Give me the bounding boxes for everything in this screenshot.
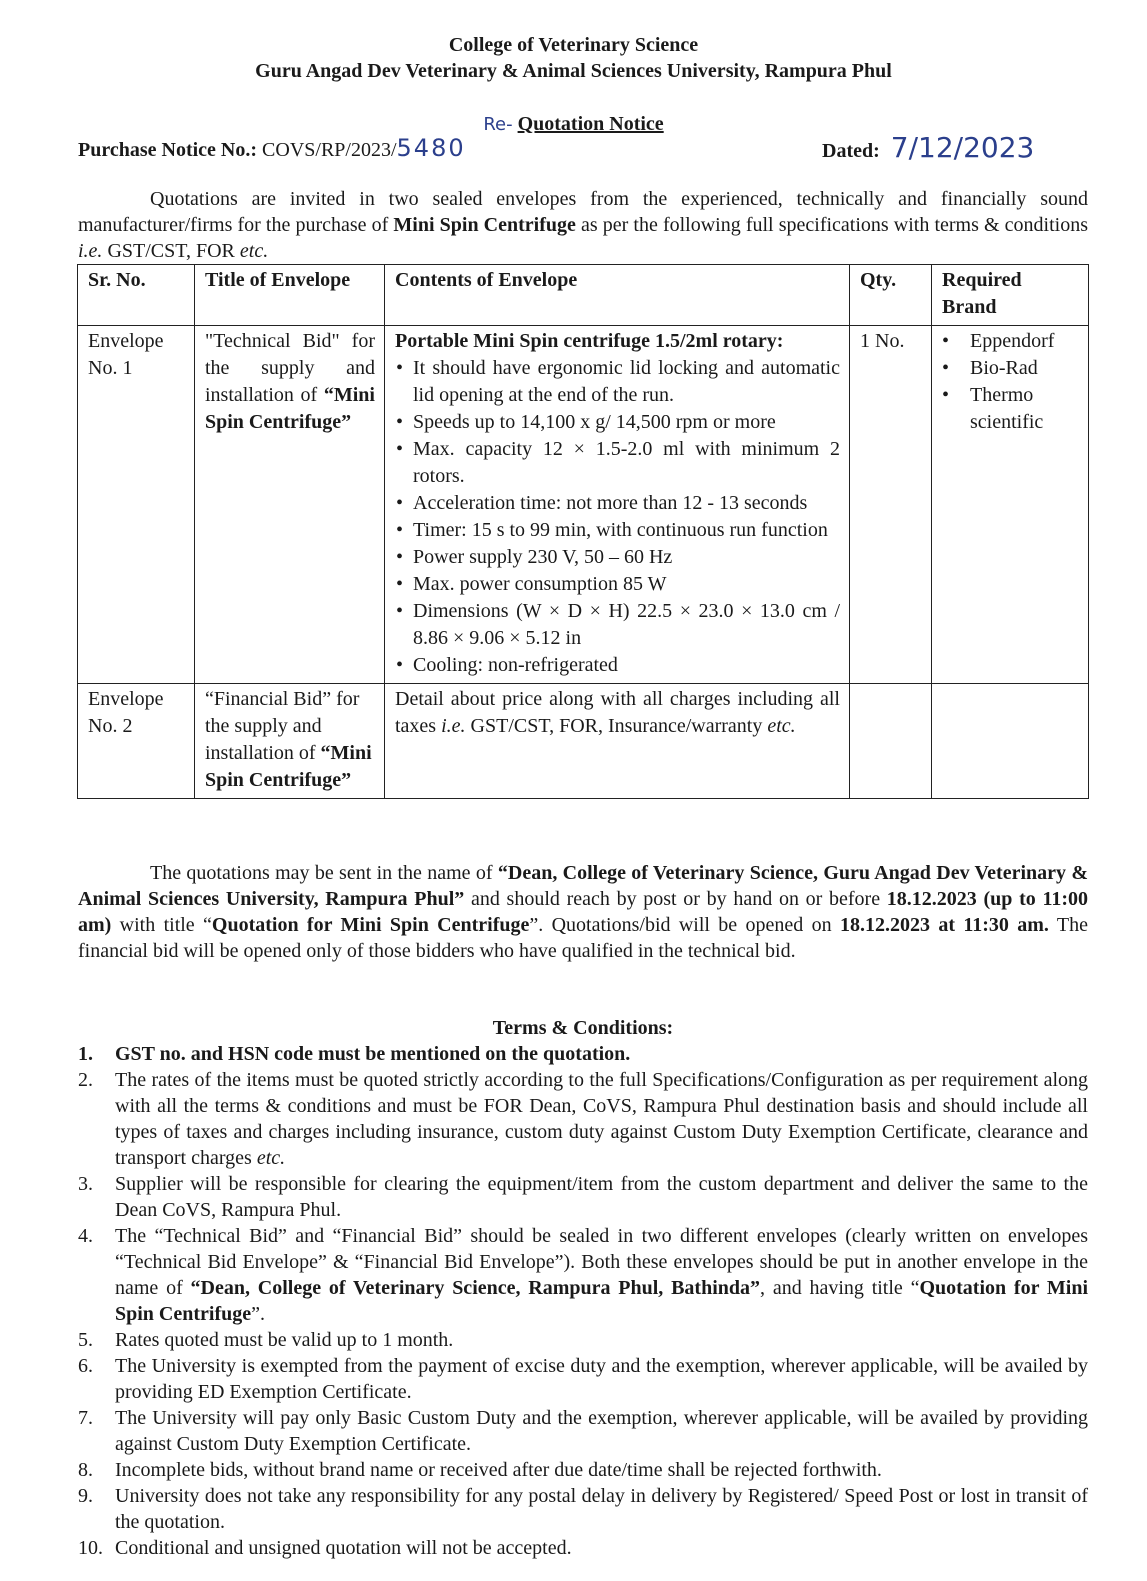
term-etc: etc. <box>256 1147 286 1169</box>
term-text: The “Technical Bid” and “Financial Bid” should be sealed in two different envelopes (clearly written on envelopes “Technical Bid Envelope” & “Financial Bid Envelope”). Both these envelopes should be put in another envelope in the name of <box>115 1225 1088 1299</box>
intro-text-2: as per the following full specifications with terms & conditions <box>575 214 1088 236</box>
list-item: • Thermo scientific <box>970 382 1079 436</box>
submission-title: Quotation for Mini Spin Centrifuge <box>211 914 530 936</box>
list-item <box>78 1535 1088 1561</box>
col-header-title: Title of Envelope <box>195 265 385 326</box>
row2-title <box>195 684 385 799</box>
list-item: • Eppendorf <box>970 328 1079 355</box>
term-number: 6. <box>78 1355 93 1377</box>
intro-paragraph <box>78 186 1088 264</box>
dated-line <box>822 131 1035 164</box>
term-text: Incomplete bids, without brand name or received after due date/time shall be rejected forthwith. <box>115 1459 882 1481</box>
term-text: The University will pay only Basic Custom Duty and the exemption, wherever applicable, will be availed by providing against Custom Duty Exemption Certificate. <box>115 1407 1088 1455</box>
term-text: University does not take any responsibility for any postal delay in delivery by Registered/ Speed Post or lost in transit of the quotation. <box>115 1485 1088 1533</box>
list-item: • It should have ergonomic lid locking and automatic lid opening at the end of the run. <box>413 355 840 409</box>
row1-title-text: "Technical Bid" for the supply and installation of <box>205 330 375 406</box>
re-handwritten: Re- <box>483 114 513 135</box>
list-item: • Acceleration time: not more than 12 - 13 seconds <box>413 490 840 517</box>
opening-time: 18.12.2023 at 11:30 am. <box>839 914 1049 936</box>
submission-addressee: “Dean, College of Veterinary Science, Guru Angad Dev Veterinary & Animal Sciences University, Rampura Phul” <box>78 862 1088 910</box>
row2-title-text: “Financial Bid” for the supply and installation of <box>205 688 360 764</box>
term-number: 9. <box>78 1485 93 1507</box>
list-item: • Timer: 15 s to 99 min, with continuous run function <box>413 517 840 544</box>
brand-list <box>942 328 1079 436</box>
intro-item: Mini Spin Centrifuge <box>393 214 576 236</box>
row2-content-etc: etc. <box>767 715 796 737</box>
row2-contents <box>385 684 850 799</box>
purchase-notice-label: Purchase Notice No.: <box>78 139 258 161</box>
list-item <box>78 1171 1088 1223</box>
row2-title-bold: “Mini Spin Centrifuge” <box>205 742 372 791</box>
row2-sr: Envelope No. 2 <box>78 684 195 799</box>
submission-paragraph <box>78 860 1088 964</box>
term-addressee: “Dean, College of Veterinary Science, Rampura Phul, Bathinda” <box>190 1277 761 1299</box>
list-item <box>78 1041 1088 1067</box>
dated-handwritten: 7/12/2023 <box>890 131 1035 164</box>
intro-text-3: GST/CST, FOR <box>102 240 240 262</box>
list-item: • Cooling: non-refrigerated <box>413 652 840 679</box>
submission-text-4: ”. Quotations/bid will be opened on <box>529 914 840 936</box>
row2-qty <box>850 684 932 799</box>
row1-contents <box>385 326 850 684</box>
term-text: Supplier will be responsible for clearing the equipment/item from the custom department and deliver the same to the Dean CoVS, Rampura Phul. <box>115 1173 1088 1221</box>
row1-title <box>195 326 385 684</box>
col-header-contents: Contents of Envelope <box>385 265 850 326</box>
list-item <box>78 1223 1088 1327</box>
row1-sr: Envelope No. 1 <box>78 326 195 684</box>
term-number: 10. <box>78 1537 103 1559</box>
term-number: 2. <box>78 1069 93 1091</box>
purchase-notice-number: COVS/RP/2023/ <box>262 139 397 161</box>
intro-text-1: Quotations are invited in two sealed envelopes from the experienced, technically and financially sound manufacturer/firms for the purchase of <box>78 188 1088 236</box>
row1-content-heading: Portable Mini Spin centrifuge 1.5/2ml rotary: <box>395 330 784 352</box>
term-text: The University is exempted from the payment of excise duty and the exemption, wherever applicable, will be availed by providing ED Exemption Certificate. <box>115 1355 1088 1403</box>
term-number: 1. <box>78 1043 93 1065</box>
term-number: 8. <box>78 1459 93 1481</box>
list-item <box>78 1483 1088 1535</box>
university-name: Guru Angad Dev Veterinary & Animal Sciences University, Rampura Phul <box>255 60 892 82</box>
list-item: • Max. power consumption 85 W <box>413 571 840 598</box>
term-text: ”. <box>251 1303 266 1325</box>
term-text: The rates of the items must be quoted strictly according to the full Specifications/Configuration as per requirement along with all the terms & conditions and must be FOR Dean, CoVS, Rampura Phul destination basis and should include all types of taxes and charges including insurance, custom duty against Custom Duty Exemption Certificate, clearance and transport charges <box>115 1069 1088 1169</box>
intro-ie: i.e. <box>78 240 103 262</box>
list-item: • Bio-Rad <box>970 355 1079 382</box>
col-header-qty: Qty. <box>850 265 932 326</box>
term-text: Rates quoted must be valid up to 1 month. <box>115 1329 454 1351</box>
list-item <box>78 1067 1088 1171</box>
term-number: 3. <box>78 1173 93 1195</box>
row1-title-bold: “Mini Spin Centrifuge” <box>205 384 375 433</box>
table-row <box>78 326 1089 684</box>
term-title: Quotation for Mini Spin Centrifuge <box>115 1277 1089 1325</box>
list-item <box>78 1457 1088 1483</box>
college-name: College of Veterinary Science <box>448 34 699 56</box>
intro-etc: etc. <box>239 240 269 262</box>
list-item <box>78 1353 1088 1405</box>
list-item <box>78 1327 1088 1353</box>
term-number: 5. <box>78 1329 93 1351</box>
term-text: GST no. and HSN code must be mentioned on the quotation. <box>115 1043 631 1065</box>
table-header-row <box>78 265 1089 326</box>
dated-label: Dated: <box>822 140 880 162</box>
submission-text-1: The quotations may be sent in the name of <box>150 862 498 884</box>
row1-qty: 1 No. <box>850 326 932 684</box>
notice-title: Quotation Notice <box>517 113 664 135</box>
col-header-sr: Sr. No. <box>78 265 195 326</box>
row1-brands <box>932 326 1089 684</box>
list-item <box>78 1405 1088 1457</box>
row2-content-2: GST/CST, FOR, Insurance/warranty <box>465 715 768 737</box>
list-item: • Max. capacity 12 × 1.5-2.0 ml with minimum 2 rotors. <box>413 436 840 490</box>
submission-text-5: The financial bid will be opened only of those bidders who have qualified in the technical bid. <box>78 914 1088 962</box>
list-item: • Dimensions (W × D × H) 22.5 × 23.0 × 13.0 cm / 8.86 × 9.06 × 5.12 in <box>413 598 840 652</box>
term-text: Conditional and unsigned quotation will not be accepted. <box>115 1537 572 1559</box>
list-item: • Power supply 230 V, 50 – 60 Hz <box>413 544 840 571</box>
terms-list <box>78 1041 1088 1561</box>
term-text: , and having title “ <box>760 1277 920 1299</box>
submission-deadline: 18.12.2023 (up to 11:00 am) <box>78 888 1089 936</box>
row2-content-ie: i.e. <box>441 715 466 737</box>
terms-title: Terms & Conditions: <box>492 1017 674 1039</box>
spec-list <box>395 355 840 679</box>
list-item: • Speeds up to 14,100 x g/ 14,500 rpm or more <box>413 409 840 436</box>
col-header-brand: Required Brand <box>932 265 1089 326</box>
table-row <box>78 684 1089 799</box>
row2-brand <box>932 684 1089 799</box>
submission-text-2: and should reach by post or by hand on or before <box>464 888 887 910</box>
term-number: 4. <box>78 1225 93 1247</box>
purchase-notice-number-handwritten: 5480 <box>396 134 466 162</box>
specification-table <box>77 264 1089 799</box>
row2-content-1: Detail about price along with all charges including all taxes <box>395 688 840 737</box>
term-number: 7. <box>78 1407 93 1429</box>
submission-text-3: with title “ <box>111 914 212 936</box>
